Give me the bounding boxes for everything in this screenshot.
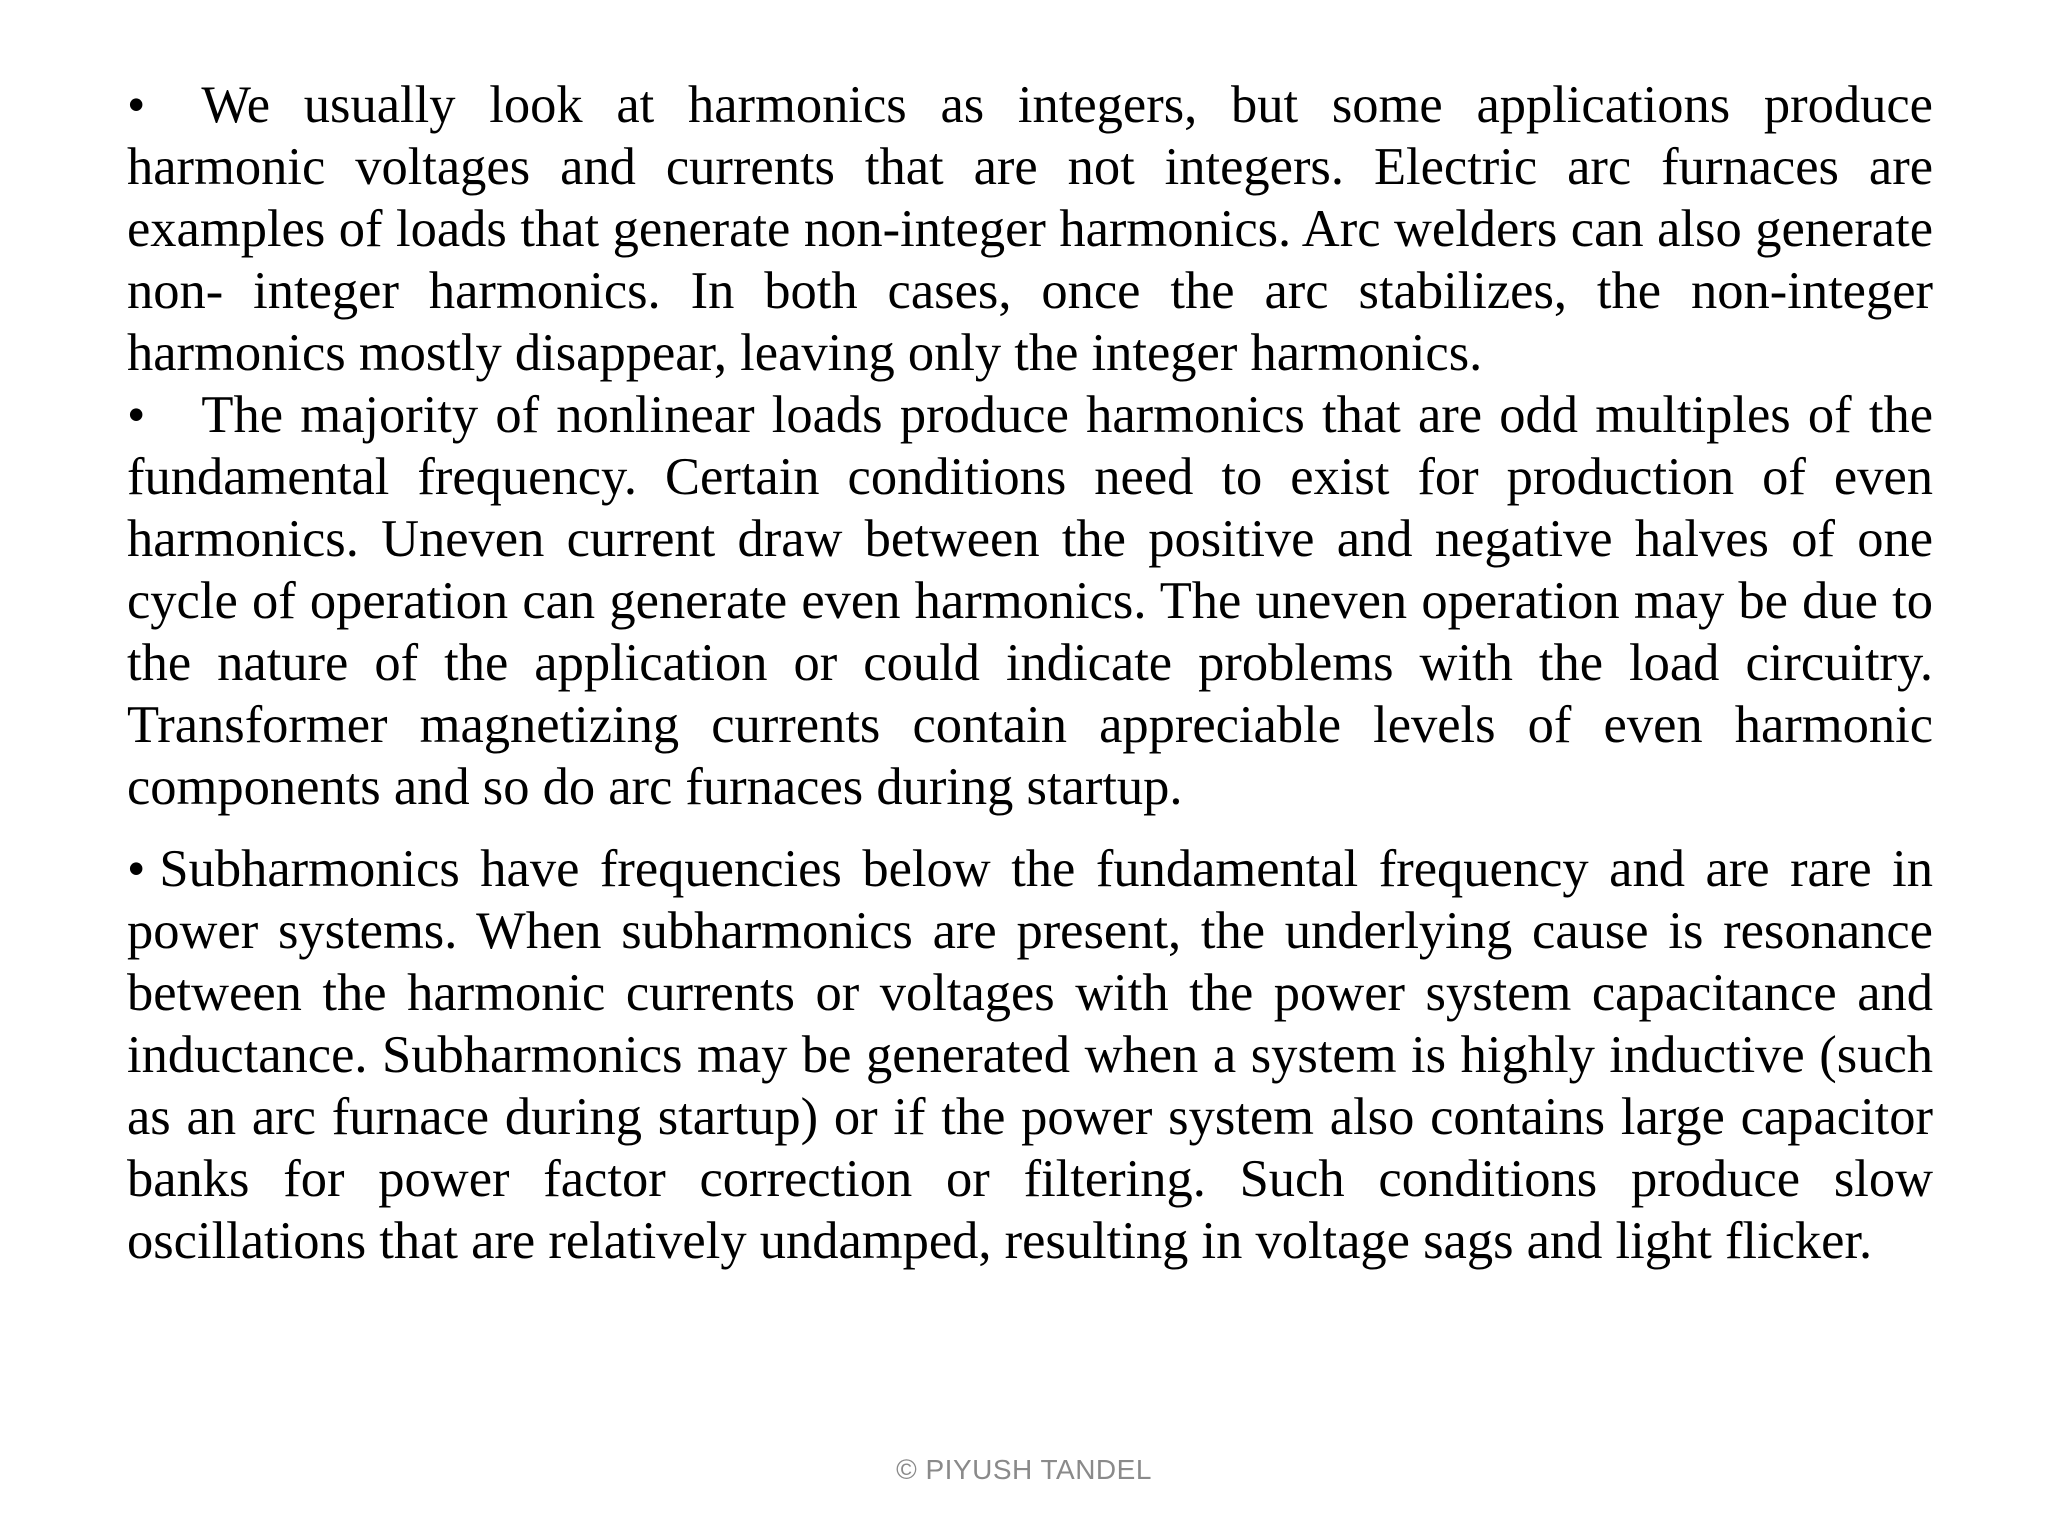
bullet-marker: • <box>127 840 146 898</box>
bullet-paragraph-1 <box>127 74 1933 384</box>
bullet-marker: • <box>127 76 146 134</box>
copyright-footer: © PIYUSH TANDEL <box>896 1454 1152 1485</box>
bullet-text: The majority of nonlinear loads produce harmonics that are odd multiples of the fundamental frequency. Certain conditions need to exist for production of even harmonics. Uneven current draw between the positive and negative halves of one cycle of operation can generate even harmonics. The uneven operation may be due to the nature of the application or could indicate problems with the load circuitry. Transformer magnetizing currents contain appreciable levels of even harmonic components and so do arc furnaces during startup. <box>127 386 1933 816</box>
bullet-text: Subharmonics have frequencies below the fundamental frequency and are rare in power systems. When subharmonics are present, the underlying cause is resonance between the harmonic currents or voltages with the power system capacitance and inductance. Subharmonics may be generated when a system is highly inductive (such as an arc furnace during startup) or if the power system also contains large capacitor banks for power factor correction or filtering. Such conditions produce slow oscillations that are relatively undamped, resulting in voltage sags and light flicker. <box>127 840 1933 1270</box>
bullet-paragraph-3 <box>127 838 1933 1272</box>
bullet-marker: • <box>127 386 146 444</box>
bullet-text: We usually look at harmonics as integers, but some applications produce harmonic voltages and currents that are not integers. Electric arc furnaces are examples of loads that generate non-integer harmonics. Arc welders can also generate non- integer harmonics. In both cases, once the arc stabilizes, the non-integer harmonics mostly disappear, leaving only the integer harmonics. <box>127 76 1933 382</box>
bullet-paragraph-2 <box>127 384 1933 818</box>
slide-body <box>127 74 1933 1272</box>
